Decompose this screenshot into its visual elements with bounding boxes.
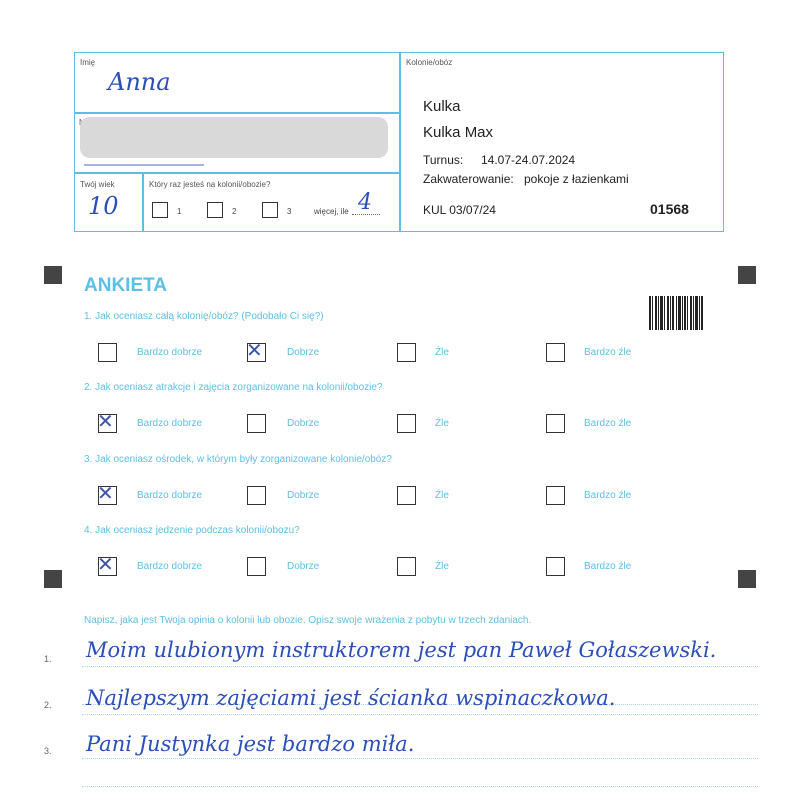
alignment-marker-top-left	[44, 266, 62, 284]
line-number: 2.	[44, 700, 52, 710]
answer-line-1	[82, 666, 758, 667]
name-value[interactable]: Anna	[108, 68, 171, 96]
q2-option-label: Źle	[435, 418, 449, 429]
checkmark-x-icon: ✕	[97, 552, 114, 576]
line-number: 3.	[44, 746, 52, 756]
camp-code: KUL 03/07/24	[423, 203, 496, 217]
answer-line-3	[82, 758, 758, 759]
q2-option-label: Dobrze	[287, 418, 320, 429]
more-label: więcej, ile	[314, 207, 349, 216]
question-3: 3. Jak oceniasz ośrodek, w którym były zorganizowane kolonie/obóz?	[84, 454, 392, 465]
q3-option-label: Dobrze	[287, 490, 320, 501]
times-checkbox-1[interactable]	[152, 202, 168, 218]
times-option-2: 2	[232, 207, 237, 216]
header-divider-vertical	[399, 52, 401, 232]
age-value[interactable]: 10	[88, 192, 119, 220]
alignment-marker-bottom-right	[738, 570, 756, 588]
age-label: Twój wiek	[80, 180, 115, 189]
q3-option-label: Bardzo dobrze	[137, 490, 203, 501]
q2-checkbox-bardzo-zle[interactable]	[546, 414, 565, 433]
q2-checkbox-zle[interactable]	[397, 414, 416, 433]
q1-option-label: Bardzo dobrze	[137, 347, 203, 358]
checkmark-x-icon: ✕	[246, 338, 263, 362]
header-divider-surname	[74, 172, 400, 174]
answer-line-4	[82, 786, 758, 787]
q3-option-label: Źle	[435, 490, 449, 501]
line-number: 1.	[44, 654, 52, 664]
q4-checkbox-zle[interactable]	[397, 557, 416, 576]
q1-option-label: Bardzo źle	[584, 347, 632, 358]
q4-checkbox-bardzo-zle[interactable]	[546, 557, 565, 576]
q4-option-label: Bardzo źle	[584, 561, 632, 572]
accommodation-label: Zakwaterowanie:	[423, 172, 514, 186]
alignment-marker-top-right	[738, 266, 756, 284]
q4-option-label: Bardzo dobrze	[137, 561, 203, 572]
q1-checkbox-bardzo-dobrze[interactable]	[98, 343, 117, 362]
camp-line-2: Kulka Max	[423, 124, 494, 141]
q2-option-label: Bardzo dobrze	[137, 418, 203, 429]
checkmark-x-icon: ✕	[97, 409, 114, 433]
q3-checkbox-bardzo-zle[interactable]	[546, 486, 565, 505]
q3-option-label: Bardzo źle	[584, 490, 632, 501]
q2-option-label: Bardzo źle	[584, 418, 632, 429]
q2-checkbox-dobrze[interactable]	[247, 414, 266, 433]
checkmark-x-icon: ✕	[97, 481, 114, 505]
surname-redaction	[80, 117, 388, 158]
q1-option-label: Dobrze	[287, 347, 320, 358]
question-1: 1. Jak oceniasz całą kolonię/obóz? (Podobało Ci się?)	[84, 311, 324, 322]
survey-title: ANKIETA	[84, 275, 168, 296]
question-2: 2. Jak oceniasz atrakcje i zajęcia zorganizowane na kolonii/obozie?	[84, 382, 383, 393]
q1-checkbox-zle[interactable]	[397, 343, 416, 362]
header-divider-age	[142, 172, 144, 232]
turnus-label: Turnus:	[423, 153, 464, 167]
q4-option-label: Źle	[435, 561, 449, 572]
answer-line-2b	[82, 714, 758, 715]
q3-checkbox-dobrze[interactable]	[247, 486, 266, 505]
answer-text-3[interactable]: Pani Justynka jest bardzo miła.	[86, 732, 415, 756]
answer-text-1[interactable]: Moim ulubionym instruktorem jest pan Paweł Gołaszewski.	[86, 638, 717, 662]
q2-checkbox-bardzo-dobrze[interactable]	[97, 409, 117, 433]
form-number: 01568	[650, 201, 689, 217]
q1-option-label: Źle	[435, 347, 449, 358]
q3-checkbox-zle[interactable]	[397, 486, 416, 505]
times-option-3: 3	[287, 207, 292, 216]
more-value[interactable]: 4	[358, 190, 372, 215]
times-checkbox-2[interactable]	[207, 202, 223, 218]
q1-checkbox-dobrze[interactable]	[246, 338, 266, 362]
alignment-marker-bottom-left	[44, 570, 62, 588]
q1-checkbox-bardzo-zle[interactable]	[546, 343, 565, 362]
header-divider-name	[74, 112, 400, 114]
q4-checkbox-bardzo-dobrze[interactable]	[97, 552, 117, 576]
answer-text-2[interactable]: Najlepszym zajęciami jest ścianka wspinaczkowa.	[86, 686, 616, 710]
times-option-1: 1	[177, 207, 182, 216]
q4-checkbox-dobrze[interactable]	[247, 557, 266, 576]
barcode-icon	[649, 296, 703, 330]
q3-checkbox-bardzo-dobrze[interactable]	[97, 481, 117, 505]
camp-line-1: Kulka	[423, 98, 461, 115]
turnus-value: 14.07-24.07.2024	[481, 153, 576, 167]
opinion-prompt: Napisz, jaka jest Twoja opinia o kolonii lub obozie. Opisz swoje wrażenia z pobytu w trzech zdaniach.	[84, 615, 532, 626]
q4-option-label: Dobrze	[287, 561, 320, 572]
name-label: Imię	[80, 58, 96, 67]
accommodation-value: pokoje z łazienkami	[524, 172, 629, 186]
camp-label: Kolonie/obóz	[406, 58, 453, 67]
question-4: 4. Jak oceniasz jedzenie podczas kolonii/obozu?	[84, 525, 300, 536]
times-checkbox-3[interactable]	[262, 202, 278, 218]
times-label: Który raz jesteś na kolonii/obozie?	[149, 180, 271, 189]
